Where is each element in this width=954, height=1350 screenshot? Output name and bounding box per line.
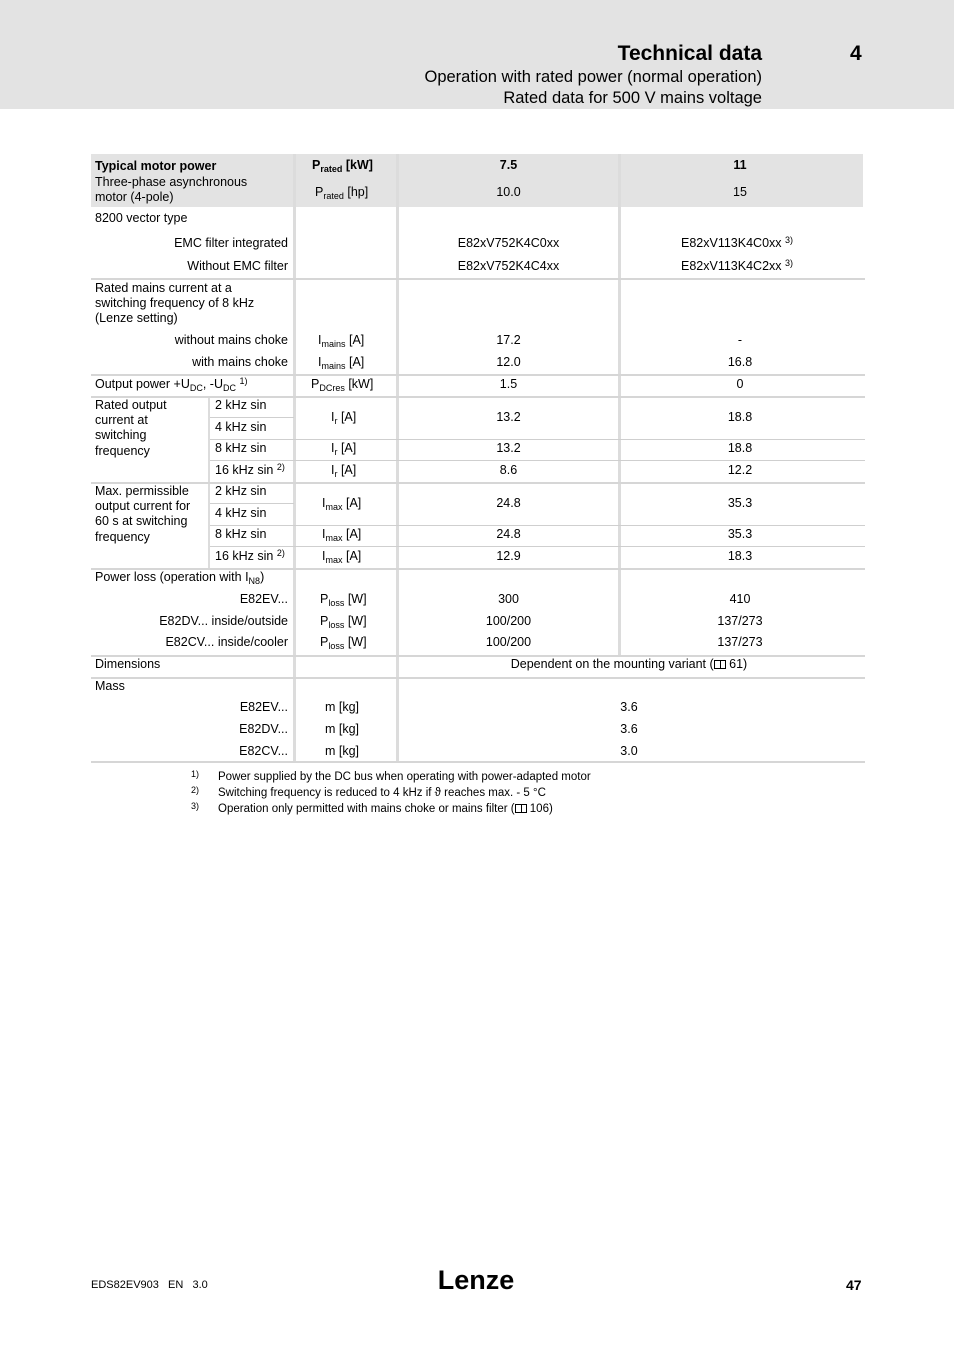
output-power-label: Output power $+U_{DC}$, $-U_{DC}$ $^{1)}$ <box>95 376 248 393</box>
max-output-label: 60 s at switching <box>95 514 188 528</box>
unit-imax: $I_{max}$ [A] <box>322 527 362 543</box>
loss-cv-col2: 137/273 <box>717 635 763 649</box>
lenze-logo <box>436 1266 516 1296</box>
power-loss-label: Power loss (operation with $I_{N8}$) <box>95 570 265 586</box>
mains-without-col1: 17.2 <box>496 333 521 347</box>
row-separator <box>210 460 865 461</box>
imax-8-col2: 35.3 <box>727 527 753 541</box>
unit-ir: $I_r$ [A] <box>331 463 357 479</box>
loss-ev-col1: 300 <box>498 592 519 606</box>
emc-integrated-label: EMC filter integrated <box>174 236 288 250</box>
without-choke-label: without mains choke <box>174 333 288 347</box>
mains-current-label: switching frequency of 8 kHz <box>95 296 255 310</box>
unit-mass: m [kg] <box>325 744 360 758</box>
e82dv-label: E82DV... inside/outside <box>159 614 288 628</box>
col1-hp: 10.0 <box>496 185 521 199</box>
mains-with-col1: 12.0 <box>496 355 521 369</box>
max-output-label: output current for <box>95 499 191 513</box>
head-label: Typical motor power <box>95 159 217 173</box>
chapter-number: 4 <box>850 42 862 65</box>
freq-16khz: 16 kHz sin $^{2)}$ <box>215 462 285 477</box>
freq-2khz: 2 kHz sin <box>215 484 267 498</box>
footnote-number: 3) <box>191 801 200 811</box>
unit-imax: $I_{max}$ [A] <box>322 496 362 512</box>
section-title: Technical data <box>617 42 762 65</box>
unit-ploss: $P_{loss}$ [W] <box>320 635 367 651</box>
loss-dv-col2: 137/273 <box>717 614 763 628</box>
loss-ev-col2: 410 <box>729 592 751 606</box>
ir-2-4-col1: 13.2 <box>496 410 521 424</box>
vector-type-label: 8200 vector type <box>95 211 188 225</box>
row-separator <box>91 374 865 376</box>
mains-current-label: Rated mains current at a <box>95 281 232 295</box>
mass-dv-label: E82DV... <box>239 722 288 736</box>
unit-ir: $I_r$ [A] <box>331 410 357 426</box>
mass-ev-value: 3.6 <box>620 700 638 714</box>
book-icon <box>515 804 527 813</box>
loss-cv-col1: 100/200 <box>485 635 532 649</box>
type-col1-without: E82xV752K4C4xx <box>457 259 560 273</box>
ir-8-col1: 13.2 <box>496 441 521 455</box>
type-col1-integrated: E82xV752K4C0xx <box>457 236 560 250</box>
mains-without-col2: - <box>737 333 743 347</box>
imax-16-col2: 18.3 <box>727 549 753 563</box>
row-separator <box>210 439 865 440</box>
e82ev-label: E82EV... <box>239 592 288 606</box>
dimensions-value[interactable]: Dependent on the mounting variant ( 61) <box>510 657 748 671</box>
row-separator <box>91 396 865 398</box>
type-col2-integrated: E82xV113K4C0xx $^{3)}$ <box>681 235 794 250</box>
imax-2-4-col2: 35.3 <box>727 496 753 510</box>
freq-8khz: 8 kHz sin <box>215 527 267 541</box>
e82cv-label: E82CV... inside/cooler <box>165 635 288 649</box>
ir-8-col2: 18.8 <box>727 441 753 455</box>
section-subtitle: Operation with rated power (normal operation) <box>424 68 762 86</box>
col2-hp: 15 <box>733 185 747 199</box>
row-separator <box>91 278 865 280</box>
mass-label: Mass <box>95 679 125 693</box>
column-separator <box>618 154 621 657</box>
col2-kw: 11 <box>733 158 747 172</box>
max-output-label: Max. permissible <box>95 484 189 498</box>
document-id: EDS82EV903 EN 3.0 <box>91 1279 208 1291</box>
output-power-col2: 0 <box>736 377 744 391</box>
unit-ploss: $P_{loss}$ [W] <box>320 614 367 630</box>
footnote-number: 1) <box>191 769 200 779</box>
footnote-text: Switching frequency is reduced to 4 kHz if ϑ reaches max. - 5 °C <box>218 787 546 799</box>
unit-ploss: $P_{loss}$ [W] <box>320 592 367 608</box>
mains-with-col2: 16.8 <box>727 355 753 369</box>
unit-imains: $I_{mains}$ [A] <box>318 355 365 371</box>
section-subtitle-2: Rated data for 500 V mains voltage <box>503 89 762 107</box>
footnote-number: 2) <box>191 785 200 795</box>
unit-imains: $I_{mains}$ [A] <box>318 333 365 349</box>
row-separator <box>210 417 294 418</box>
with-choke-label: with mains choke <box>192 355 288 369</box>
rated-output-label: switching <box>95 428 147 442</box>
imax-8-col1: 24.8 <box>496 527 521 541</box>
freq-4khz: 4 kHz sin <box>215 420 267 434</box>
loss-dv-col1: 100/200 <box>485 614 532 628</box>
imax-2-4-col1: 24.8 <box>496 496 521 510</box>
rated-output-label: frequency <box>95 444 150 458</box>
dimensions-label: Dimensions <box>95 657 161 671</box>
rated-output-label: Rated output <box>95 398 167 412</box>
header-band <box>0 0 954 109</box>
freq-8khz: 8 kHz sin <box>215 441 267 455</box>
imax-16-col1: 12.9 <box>496 549 521 563</box>
freq-4khz: 4 kHz sin <box>215 506 267 520</box>
unit-pdcres: $P_{DCres}$ [kW] <box>311 377 374 393</box>
col1-kw: 7.5 <box>499 158 518 172</box>
mass-dv-value: 3.6 <box>620 722 638 736</box>
head-label: Three-phase asynchronous <box>95 175 248 189</box>
row-separator <box>91 677 865 679</box>
column-separator <box>293 154 296 762</box>
output-power-col1: 1.5 <box>499 377 518 391</box>
row-separator <box>91 482 865 484</box>
max-output-label: frequency <box>95 530 150 544</box>
row-separator <box>91 761 865 763</box>
emc-without-label: Without EMC filter <box>187 259 288 273</box>
svg-text:Lenze: Lenze <box>437 1266 515 1295</box>
head-label: motor (4-pole) <box>95 190 174 204</box>
mass-cv-value: 3.0 <box>620 744 638 758</box>
ir-16-col2: 12.2 <box>727 463 753 477</box>
row-separator <box>210 546 865 547</box>
unit-ir: $I_r$ [A] <box>331 441 357 457</box>
unit-mass: m [kg] <box>325 700 360 714</box>
ir-2-4-col2: 18.8 <box>727 410 753 424</box>
book-icon <box>714 660 726 669</box>
freq-16khz: 16 kHz sin $^{2)}$ <box>215 548 285 563</box>
page-number: 47 <box>846 1277 862 1293</box>
mass-ev-label: E82EV... <box>239 700 288 714</box>
mass-cv-label: E82CV... <box>239 744 288 758</box>
unit-prated-kw: $P_{rated}$ [kW] <box>312 158 373 174</box>
mains-current-label: (Lenze setting) <box>95 311 178 325</box>
footnote-text[interactable]: Operation only permitted with mains choke or mains filter ( 106) <box>218 803 553 815</box>
type-col2-without: E82xV113K4C2xx $^{3)}$ <box>681 258 794 273</box>
unit-prated-hp: $P_{rated}$ [hp] <box>315 185 369 201</box>
freq-2khz: 2 kHz sin <box>215 398 267 412</box>
footnote-text: Power supplied by the DC bus when operating with power-adapted motor <box>218 771 591 783</box>
ir-16-col1: 8.6 <box>499 463 518 477</box>
rated-output-label: current at <box>95 413 148 427</box>
row-separator <box>210 525 865 526</box>
unit-mass: m [kg] <box>325 722 360 736</box>
unit-imax: $I_{max}$ [A] <box>322 549 362 565</box>
row-separator <box>210 503 294 504</box>
